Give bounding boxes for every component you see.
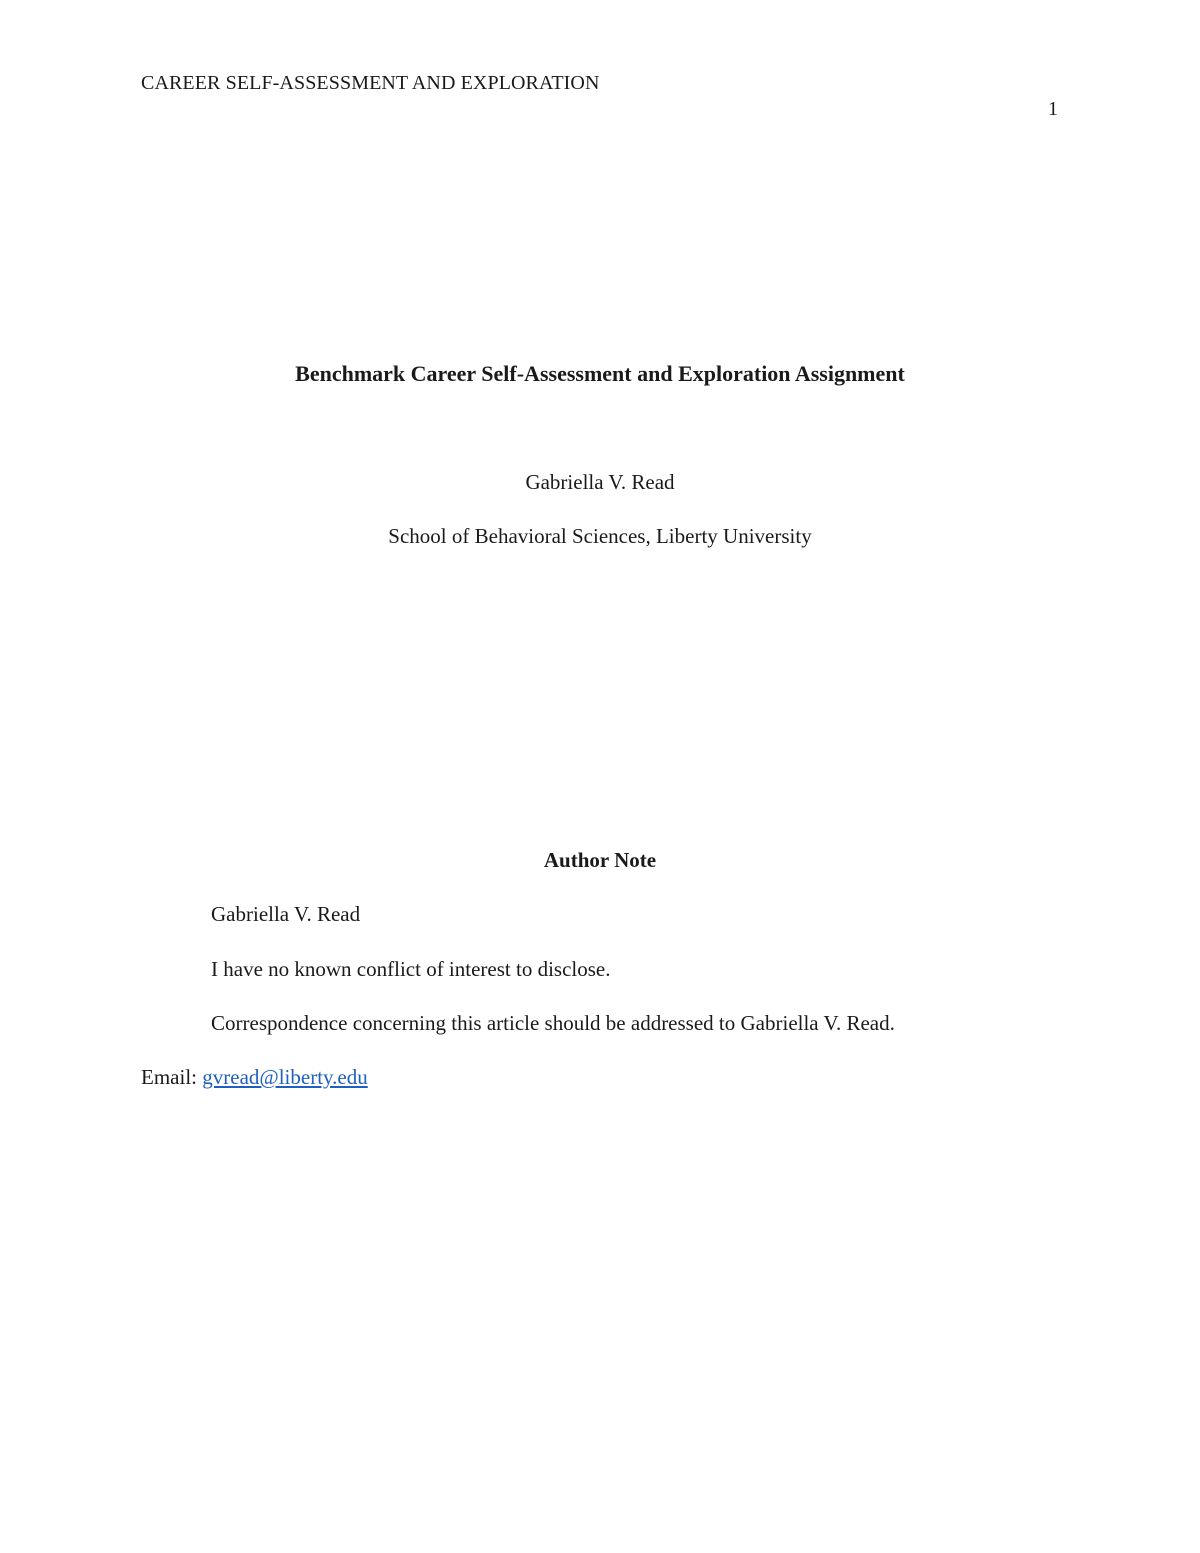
author-note-heading: Author Note <box>543 848 657 872</box>
running-head: CAREER SELF-ASSESSMENT AND EXPLORATION <box>141 72 600 94</box>
author-note-name: Gabriella V. Read <box>211 902 361 926</box>
email-label: Email: <box>141 1065 203 1089</box>
author-affiliation: School of Behavioral Sciences, Liberty University <box>388 524 812 548</box>
page-number: 1 <box>1048 98 1058 120</box>
paper-title: Benchmark Career Self-Assessment and Exploration Assignment <box>295 361 905 386</box>
author-note-correspondence: Correspondence concerning this article should be addressed to Gabriella V. Read. <box>211 1011 895 1035</box>
author-name: Gabriella V. Read <box>525 470 675 494</box>
email-line <box>141 1065 368 1090</box>
email-link[interactable]: gvread@liberty.edu <box>202 1065 368 1089</box>
author-note-conflict: I have no known conflict of interest to disclose. <box>211 957 611 981</box>
